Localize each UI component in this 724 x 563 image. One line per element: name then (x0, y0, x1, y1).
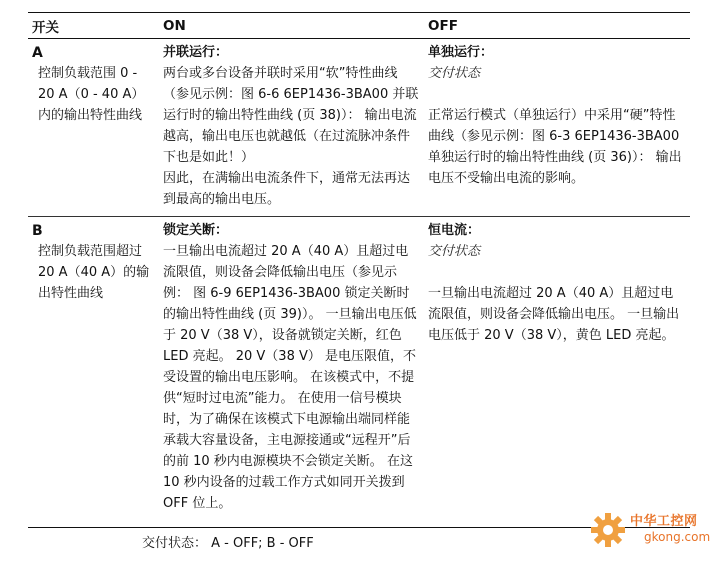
off-para-b: 一旦输出电流超过 20 A（40 A）且超过电流限值，则设备会降低输出电压。 一旦输出电压低于 20 V（38 V），黄色 LED 亮起。 (428, 286, 680, 343)
watermark-url: gkong.com (644, 530, 711, 544)
switch-settings-table (28, 12, 690, 528)
off-state-b: 交付状态 (428, 244, 481, 259)
on-title-a: 并联运行： (163, 45, 229, 60)
switch-cell-b (28, 217, 159, 528)
switch-desc-b: 控制负载范围超过 20 A（40 A）的输出特性曲线 (38, 244, 150, 301)
off-state-a: 交付状态 (428, 66, 481, 81)
on-para-a-1: 两台或多台设备并联时采用“软”特性曲线（参见示例：图 6-6 6EP1436-3BA00 并联运行时的输出特性曲线 (页 38)）： 输出电流越高，输出电压也就越低（在过流脉冲条件下也是如此！） (163, 66, 419, 165)
switch-desc-a: 控制负载范围 0 - 20 A（0 - 40 A）内的输出特性曲线 (38, 66, 145, 123)
switch-cell-a (28, 39, 159, 217)
gear-icon (588, 510, 628, 550)
on-cell-b (159, 217, 424, 528)
off-para-a: 正常运行模式（单独运行）中采用“硬”特性曲线（参见示例：图 6-3 6EP1436-3BA00 单独运行时的输出特性曲线 (页 36)）： 输出电压不受输出电流的影响。 (428, 108, 682, 186)
watermark-text: 中华工控网 (630, 514, 698, 529)
off-title-b: 恒电流： (428, 223, 481, 238)
on-title-b: 锁定关断： (163, 223, 229, 238)
off-cell-a (424, 39, 690, 217)
header-on: ON (159, 13, 424, 39)
switch-letter-a: A (32, 45, 43, 61)
on-para-b: 一旦输出电流超过 20 A（40 A）且超过电流限值，则设备会降低输出电压（参见示例： 图 6-9 6EP1436-3BA00 锁定关断时的输出特性曲线 (页 39)）。 一旦输出电压低于 20 V（38 V），设备就锁定关断，红色 LED 亮起。 20 V（38 V） 是电压限值，不受设置的输出电压影响。 在该模式中，不提供“短时过电流”能力。 在使用一信号模块时，为了确保在该模式下电源输出端同样能承载大容量设备，主电源接通或“远程开”后的前 10 秒内电源模块不会锁定关断。 在这 10 秒内设备的过载工作方式如同开关拨到 OFF 位上。 (163, 244, 417, 511)
table-row-a (28, 39, 690, 217)
table-row-b (28, 217, 690, 528)
on-cell-a (159, 39, 424, 217)
delivery-state-note: 交付状态： A - OFF; B - OFF (142, 536, 314, 551)
header-switch: 开关 (28, 13, 159, 39)
off-cell-b (424, 217, 690, 528)
header-off: OFF (424, 13, 690, 39)
on-para-a-2: 因此，在满输出电流条件下，通常无法再达到最高的输出电压。 (163, 171, 411, 207)
table-header-row (28, 13, 690, 39)
watermark-logo (588, 506, 718, 554)
off-title-a: 单独运行： (428, 45, 494, 60)
switch-letter-b: B (32, 223, 43, 239)
